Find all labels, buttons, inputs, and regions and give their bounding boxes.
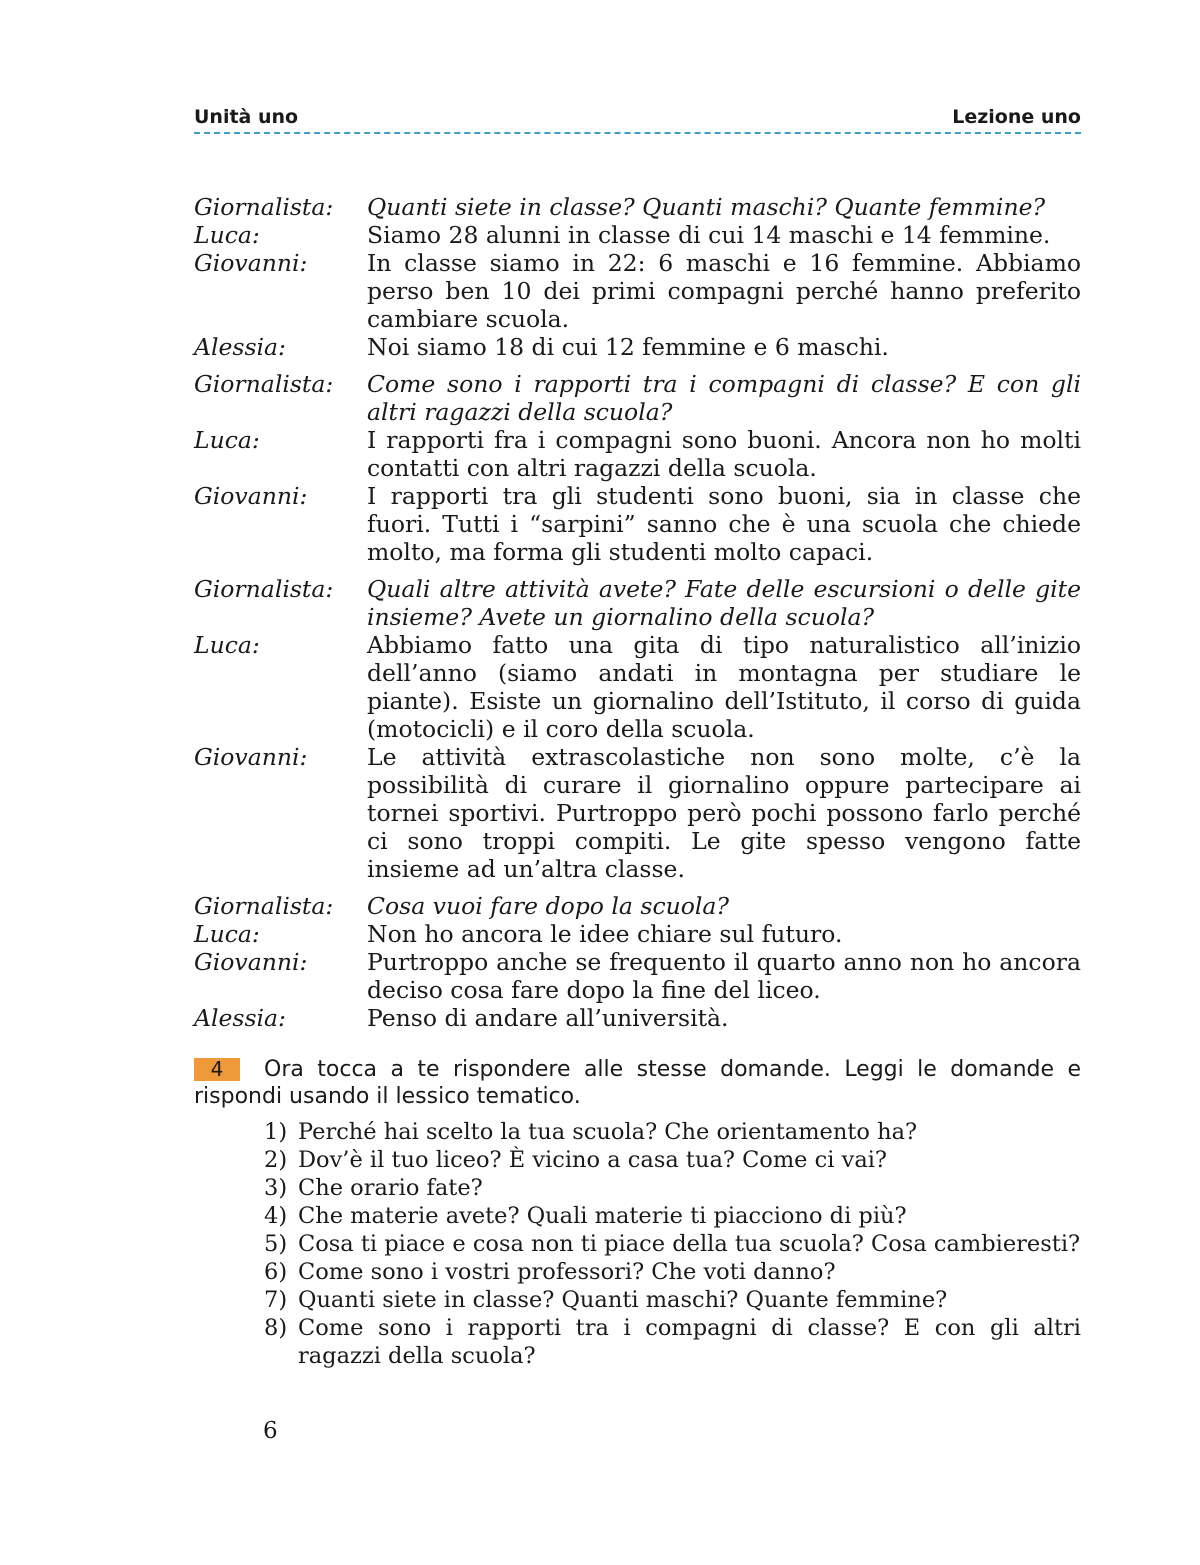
speaker-answer: I rapporti fra i compagni sono buoni. Ancora non ho molti contatti con altri ragazzi della scuola. [367, 426, 1081, 482]
dialogue-line [194, 575, 1081, 631]
exercise-4 [194, 1056, 1081, 1370]
question-item [264, 1146, 1081, 1174]
dialogue-line [194, 743, 1081, 883]
question-item [264, 1286, 1081, 1314]
question-text: Perché hai scelto la tua scuola? Che orientamento ha? [298, 1119, 918, 1145]
question-number: 7) [264, 1287, 288, 1313]
question-text: Come sono i rapporti tra i compagni di classe? E con gli altri ragazzi della scuola? [298, 1315, 1081, 1369]
speaker-name: Luca: [194, 920, 260, 948]
question-text: Come sono i vostri professori? Che voti danno? [298, 1259, 836, 1285]
question-item [264, 1202, 1081, 1230]
speaker-name: Giovanni: [194, 482, 308, 510]
lesson-title: Lezione uno [952, 106, 1081, 128]
speaker-name: Giovanni: [194, 948, 308, 976]
question-item [264, 1230, 1081, 1258]
speaker-answer: Purtroppo anche se frequento il quarto anno non ho ancora deciso cosa fare dopo la fine del liceo. [367, 948, 1081, 1004]
question-item [264, 1258, 1081, 1286]
question-text: Che materie avete? Quali materie ti piacciono di più? [298, 1203, 907, 1229]
speaker-answer: Non ho ancora le idee chiare sul futuro. [367, 920, 843, 948]
speaker-answer: Siamo 28 alunni in classe di cui 14 maschi e 14 femmine. [367, 221, 1051, 249]
speaker-name: Alessia: [194, 1004, 286, 1032]
dialogue-line [194, 193, 1081, 221]
dialogue-line [194, 892, 1081, 920]
speaker-name: Luca: [194, 221, 260, 249]
question-item [264, 1174, 1081, 1202]
speaker-name: Giornalista: [194, 193, 334, 221]
running-head [194, 106, 1081, 134]
interviewer-question: Quanti siete in classe? Quanti maschi? Quante femmine? [367, 193, 1046, 221]
question-text: Cosa ti piace e cosa non ti piace della tua scuola? Cosa cambieresti? [298, 1231, 1081, 1257]
question-number: 3) [264, 1175, 288, 1201]
page-number: 6 [263, 1418, 278, 1444]
question-number: 8) [264, 1315, 288, 1341]
exercise-instruction-text: Ora tocca a te rispondere alle stesse domande. Leggi le domande e rispondi usando il lessico tematico. [194, 1057, 1081, 1109]
interviewer-question: Cosa vuoi fare dopo la scuola? [367, 892, 730, 920]
speaker-answer: In classe siamo in 22: 6 maschi e 16 femmine. Abbiamo perso ben 10 dei primi compagni perché hanno preferito cambiare scuola. [367, 249, 1081, 333]
question-text: Dov’è il tuo liceo? È vicino a casa tua? Come ci vai? [298, 1147, 887, 1173]
question-item [264, 1118, 1081, 1146]
speaker-answer: Abbiamo fatto una gita di tipo naturalistico all’inizio dell’anno (siamo andati in montagna per studiare le piante). Esiste un giornalino dell’Istituto, il corso di guida (motocicli) e il coro della scuola. [367, 631, 1081, 743]
dialogue-line [194, 221, 1081, 249]
speaker-name: Alessia: [194, 333, 286, 361]
exercise-instruction [194, 1056, 1081, 1110]
question-text: Quanti siete in classe? Quanti maschi? Quante femmine? [298, 1287, 948, 1313]
speaker-name: Giornalista: [194, 892, 334, 920]
exercise-number-badge: 4 [194, 1058, 240, 1081]
dialogue-line [194, 920, 1081, 948]
speaker-name: Giornalista: [194, 575, 334, 603]
speaker-name: Luca: [194, 631, 260, 659]
speaker-name: Giovanni: [194, 249, 308, 277]
dialogue-line [194, 426, 1081, 482]
question-number: 6) [264, 1259, 288, 1285]
unit-title: Unità uno [194, 106, 299, 128]
interview-dialogue [194, 193, 1081, 1032]
speaker-name: Giovanni: [194, 743, 308, 771]
dialogue-line [194, 482, 1081, 566]
interviewer-question: Come sono i rapporti tra i compagni di classe? E con gli altri ragazzi della scuola? [367, 370, 1081, 426]
speaker-answer: Noi siamo 18 di cui 12 femmine e 6 maschi. [367, 333, 889, 361]
question-number: 2) [264, 1147, 288, 1173]
dialogue-line [194, 631, 1081, 743]
dialogue-line [194, 370, 1081, 426]
speaker-answer: Le attività extrascolastiche non sono molte, c’è la possibilità di curare il giornalino oppure partecipare ai tornei sportivi. Purtroppo però pochi possono farlo perché ci sono troppi compiti. Le gite spesso vengono fatte insieme ad un’altra classe. [367, 743, 1081, 883]
speaker-answer: I rapporti tra gli studenti sono buoni, sia in classe che fuori. Tutti i “sarpini” sanno che è una scuola che chiede molto, ma forma gli studenti molto capaci. [367, 482, 1081, 566]
dialogue-line [194, 948, 1081, 1004]
dialogue-line [194, 249, 1081, 333]
question-text: Che orario fate? [298, 1175, 483, 1201]
speaker-name: Luca: [194, 426, 260, 454]
question-list [264, 1118, 1081, 1370]
dialogue-line [194, 1004, 1081, 1032]
question-number: 4) [264, 1203, 288, 1229]
question-number: 5) [264, 1231, 288, 1257]
interviewer-question: Quali altre attività avete? Fate delle escursioni o delle gite insieme? Avete un giornalino della scuola? [367, 575, 1081, 631]
speaker-name: Giornalista: [194, 370, 334, 398]
question-number: 1) [264, 1119, 288, 1145]
dialogue-line [194, 333, 1081, 361]
speaker-answer: Penso di andare all’università. [367, 1004, 729, 1032]
question-item [264, 1314, 1081, 1370]
